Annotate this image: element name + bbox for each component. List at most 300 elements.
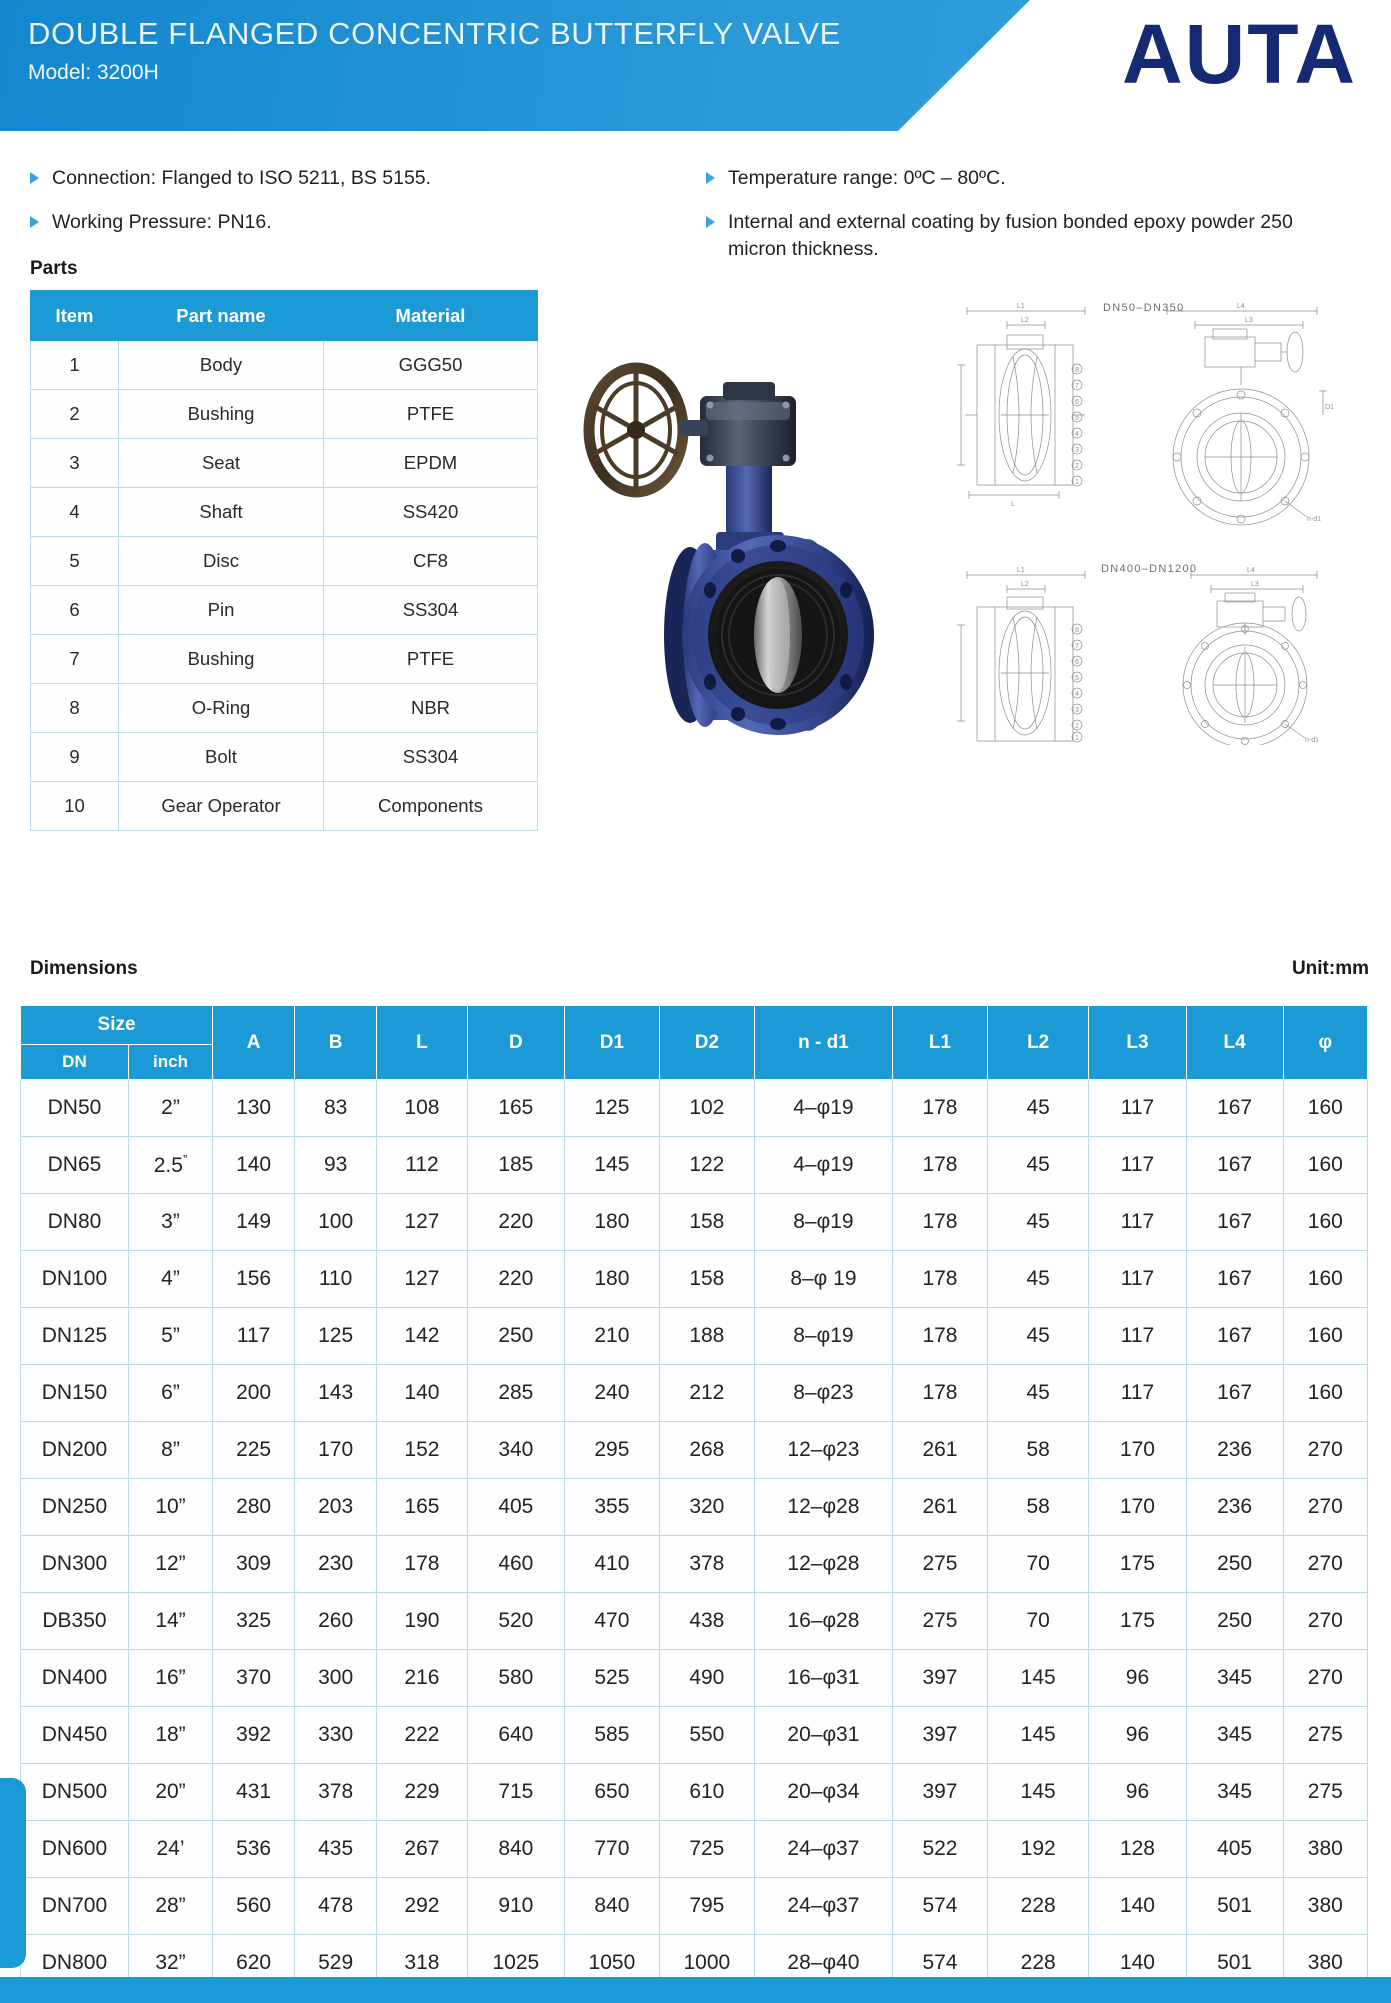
dim-cell-l3: 170: [1089, 1422, 1186, 1479]
dim-cell-l3: 117: [1089, 1194, 1186, 1251]
dim-cell-phi: 270: [1283, 1650, 1367, 1707]
dim-cell-d2: 610: [659, 1764, 754, 1821]
table-row: [21, 1878, 1368, 1935]
parts-table: [30, 290, 538, 831]
dim-cell-phi: 275: [1283, 1707, 1367, 1764]
dim-col-inch: inch: [128, 1045, 212, 1080]
dim-col-phi: φ: [1283, 1006, 1367, 1080]
table-row: [31, 341, 538, 390]
dim-col-b: B: [295, 1006, 377, 1080]
dim-cell-l: 292: [377, 1878, 468, 1935]
dim-cell-l3: 117: [1089, 1251, 1186, 1308]
parts-col-item: Item: [31, 291, 119, 341]
parts-header-row: [31, 291, 538, 341]
dim-cell-l1: 397: [892, 1707, 987, 1764]
spec-item: [706, 209, 1360, 264]
table-row: [21, 1365, 1368, 1422]
dim-cell-inch: 5”: [128, 1308, 212, 1365]
dim-cell-a: 309: [213, 1536, 295, 1593]
dim-cell-d: 405: [467, 1479, 564, 1536]
butterfly-valve-photo-svg: [560, 300, 945, 740]
dim-cell-inch: 6”: [128, 1365, 212, 1422]
svg-text:8: 8: [1075, 627, 1079, 634]
drawings-svg: [955, 285, 1365, 745]
dim-cell-l2: 45: [987, 1137, 1088, 1194]
dim-cell-l2: 45: [987, 1308, 1088, 1365]
dim-cell-l3: 117: [1089, 1308, 1186, 1365]
table-row: [21, 1137, 1368, 1194]
table-row: [21, 1308, 1368, 1365]
dim-cell-l4: 501: [1186, 1878, 1283, 1935]
dim-cell-d: 220: [467, 1194, 564, 1251]
parts-cell-name: Body: [119, 341, 324, 390]
table-row: [21, 1593, 1368, 1650]
dim-cell-dn: DN450: [21, 1707, 129, 1764]
dim-cell-nd1: 8–φ19: [754, 1308, 892, 1365]
dim-cell-b: 529: [295, 1935, 377, 1992]
dim-cell-l1: 275: [892, 1536, 987, 1593]
dim-cell-dn: DB350: [21, 1593, 129, 1650]
dim-cell-l4: 167: [1186, 1365, 1283, 1422]
parts-cell-name: Bolt: [119, 733, 324, 782]
bottom-blue-bar: [0, 1977, 1391, 2003]
dim-cell-a: 200: [213, 1365, 295, 1422]
parts-cell-item: 4: [31, 488, 119, 537]
parts-col-part-name: Part name: [119, 291, 324, 341]
parts-table-body: [31, 341, 538, 831]
dim-cell-l1: 275: [892, 1593, 987, 1650]
dim-cell-d: 250: [467, 1308, 564, 1365]
dim-cell-l3: 175: [1089, 1536, 1186, 1593]
dim-cell-l: 229: [377, 1764, 468, 1821]
dim-cell-l4: 405: [1186, 1821, 1283, 1878]
svg-text:5: 5: [1075, 675, 1079, 682]
dim-cell-a: 280: [213, 1479, 295, 1536]
dim-cell-inch: 14”: [128, 1593, 212, 1650]
parts-cell-material: Components: [324, 782, 538, 831]
dim-cell-a: 225: [213, 1422, 295, 1479]
dim-cell-l: 165: [377, 1479, 468, 1536]
dim-cell-l4: 345: [1186, 1707, 1283, 1764]
dim-cell-d: 520: [467, 1593, 564, 1650]
dim-cell-b: 203: [295, 1479, 377, 1536]
dim-cell-l3: 117: [1089, 1080, 1186, 1137]
svg-text:3: 3: [1075, 707, 1079, 714]
dim-cell-l1: 397: [892, 1764, 987, 1821]
table-row: [31, 684, 538, 733]
dim-cell-l1: 574: [892, 1878, 987, 1935]
dim-cell-d1: 180: [564, 1194, 659, 1251]
dim-cell-d2: 122: [659, 1137, 754, 1194]
page-title: DOUBLE FLANGED CONCENTRIC BUTTERFLY VALVE: [28, 16, 841, 51]
specs-column-right: [684, 165, 1360, 280]
bullet-triangle-icon: [706, 172, 715, 184]
svg-text:1: 1: [1075, 479, 1079, 486]
dim-cell-b: 300: [295, 1650, 377, 1707]
dim-cell-d1: 650: [564, 1764, 659, 1821]
table-row: [21, 1707, 1368, 1764]
handwheel-icon: [589, 368, 683, 492]
dim-cell-l2: 192: [987, 1821, 1088, 1878]
dim-col-n-d1: n - d1: [754, 1006, 892, 1080]
dim-col-l3: L3: [1089, 1006, 1186, 1080]
dim-cell-b: 143: [295, 1365, 377, 1422]
dim-col-size-group: Size: [21, 1006, 213, 1045]
dim-cell-d1: 355: [564, 1479, 659, 1536]
svg-text:L3: L3: [1251, 581, 1259, 588]
dim-cell-l3: 117: [1089, 1365, 1186, 1422]
table-row: [21, 1650, 1368, 1707]
dim-cell-inch: 16”: [128, 1650, 212, 1707]
parts-cell-name: O-Ring: [119, 684, 324, 733]
dimensions-header-row-1: [21, 1006, 1368, 1045]
dim-cell-d2: 102: [659, 1080, 754, 1137]
dim-cell-a: 431: [213, 1764, 295, 1821]
parts-cell-material: SS304: [324, 586, 538, 635]
parts-cell-material: PTFE: [324, 390, 538, 439]
parts-table-wrapper: [30, 290, 537, 831]
dim-cell-nd1: 20–φ34: [754, 1764, 892, 1821]
table-row: [31, 782, 538, 831]
svg-text:L4: L4: [1247, 567, 1255, 574]
dim-cell-b: 378: [295, 1764, 377, 1821]
dim-cell-l1: 178: [892, 1365, 987, 1422]
dim-cell-l1: 178: [892, 1137, 987, 1194]
drawing-label-dn400-dn1200: DN400–DN1200: [1101, 563, 1198, 575]
dim-cell-l1: 178: [892, 1080, 987, 1137]
dim-cell-d1: 210: [564, 1308, 659, 1365]
bullet-triangle-icon: [30, 216, 39, 228]
table-row: [31, 733, 538, 782]
parts-cell-item: 9: [31, 733, 119, 782]
dim-cell-a: 130: [213, 1080, 295, 1137]
dim-cell-b: 93: [295, 1137, 377, 1194]
dim-cell-l3: 96: [1089, 1764, 1186, 1821]
dim-cell-l: 190: [377, 1593, 468, 1650]
brand-logo: AUTA: [1121, 7, 1357, 101]
dim-cell-l3: 175: [1089, 1593, 1186, 1650]
dim-cell-l4: 167: [1186, 1194, 1283, 1251]
dim-cell-dn: DN125: [21, 1308, 129, 1365]
svg-text:L1: L1: [1017, 567, 1025, 574]
dim-cell-dn: DN400: [21, 1650, 129, 1707]
svg-text:L2: L2: [1021, 581, 1029, 588]
dim-cell-b: 170: [295, 1422, 377, 1479]
dim-cell-a: 149: [213, 1194, 295, 1251]
table-row: [31, 439, 538, 488]
dim-cell-l1: 178: [892, 1251, 987, 1308]
parts-cell-item: 6: [31, 586, 119, 635]
dim-col-l2: L2: [987, 1006, 1088, 1080]
dim-cell-d1: 840: [564, 1878, 659, 1935]
table-row: [21, 1251, 1368, 1308]
parts-cell-material: SS304: [324, 733, 538, 782]
dim-cell-d: 460: [467, 1536, 564, 1593]
table-row: [21, 1194, 1368, 1251]
dim-cell-phi: 160: [1283, 1308, 1367, 1365]
dim-cell-a: 536: [213, 1821, 295, 1878]
product-photo: [560, 300, 945, 740]
dim-cell-phi: 380: [1283, 1821, 1367, 1878]
parts-heading: Parts: [30, 258, 78, 279]
dim-cell-d: 580: [467, 1650, 564, 1707]
table-row: [21, 1080, 1368, 1137]
table-row: [21, 1821, 1368, 1878]
dim-cell-l2: 145: [987, 1707, 1088, 1764]
dim-cell-d1: 295: [564, 1422, 659, 1479]
dim-cell-a: 117: [213, 1308, 295, 1365]
spec-item: [30, 165, 684, 193]
dim-cell-phi: 160: [1283, 1251, 1367, 1308]
dim-cell-phi: 275: [1283, 1764, 1367, 1821]
dim-cell-l4: 250: [1186, 1536, 1283, 1593]
table-row: [31, 635, 538, 684]
parts-cell-item: 5: [31, 537, 119, 586]
svg-text:5: 5: [1075, 415, 1079, 422]
dim-cell-nd1: 4–φ19: [754, 1137, 892, 1194]
parts-cell-item: 3: [31, 439, 119, 488]
dimensions-heading: Dimensions: [30, 958, 138, 979]
dim-col-l: L: [377, 1006, 468, 1080]
dim-cell-b: 230: [295, 1536, 377, 1593]
dim-cell-l3: 140: [1089, 1878, 1186, 1935]
parts-cell-item: 2: [31, 390, 119, 439]
drawing-bottom-right-face: [1183, 567, 1319, 745]
dim-cell-l2: 145: [987, 1764, 1088, 1821]
dim-cell-b: 125: [295, 1308, 377, 1365]
dim-cell-d: 340: [467, 1422, 564, 1479]
dim-cell-l: 108: [377, 1080, 468, 1137]
parts-cell-material: EPDM: [324, 439, 538, 488]
dim-cell-dn: DN300: [21, 1536, 129, 1593]
svg-text:8: 8: [1075, 367, 1079, 374]
dim-cell-d: 910: [467, 1878, 564, 1935]
svg-text:3: 3: [1075, 447, 1079, 454]
parts-cell-name: Bushing: [119, 635, 324, 684]
dim-cell-d2: 212: [659, 1365, 754, 1422]
parts-cell-item: 1: [31, 341, 119, 390]
dim-cell-d: 840: [467, 1821, 564, 1878]
specifications-list: [30, 165, 1360, 280]
dim-cell-inch: 4”: [128, 1251, 212, 1308]
technical-drawings: [955, 285, 1365, 745]
dim-cell-a: 370: [213, 1650, 295, 1707]
table-row: [21, 1536, 1368, 1593]
dim-cell-d2: 188: [659, 1308, 754, 1365]
dim-cell-l1: 574: [892, 1935, 987, 1992]
dim-cell-b: 330: [295, 1707, 377, 1764]
dim-col-a: A: [213, 1006, 295, 1080]
dim-cell-l: 140: [377, 1365, 468, 1422]
svg-text:L2: L2: [1021, 317, 1029, 324]
table-row: [31, 537, 538, 586]
dim-cell-nd1: 8–φ19: [754, 1194, 892, 1251]
page-header: [0, 0, 1391, 131]
model-label: Model: 3200H: [28, 60, 159, 84]
dim-cell-a: 560: [213, 1878, 295, 1935]
dim-cell-d: 1025: [467, 1935, 564, 1992]
dim-cell-d2: 158: [659, 1251, 754, 1308]
dim-cell-l4: 167: [1186, 1137, 1283, 1194]
dim-cell-a: 620: [213, 1935, 295, 1992]
dim-cell-l1: 397: [892, 1650, 987, 1707]
valve-stem: [726, 466, 772, 538]
dim-cell-d2: 725: [659, 1821, 754, 1878]
dim-cell-inch: 20”: [128, 1764, 212, 1821]
dim-cell-b: 435: [295, 1821, 377, 1878]
dim-cell-d2: 268: [659, 1422, 754, 1479]
svg-text:n-d1: n-d1: [1305, 737, 1320, 744]
dim-col-d1: D1: [564, 1006, 659, 1080]
dim-cell-dn: DN250: [21, 1479, 129, 1536]
dim-cell-d: 640: [467, 1707, 564, 1764]
dim-cell-d2: 378: [659, 1536, 754, 1593]
parts-cell-material: GGG50: [324, 341, 538, 390]
dim-cell-l1: 261: [892, 1479, 987, 1536]
dim-cell-nd1: 16–φ31: [754, 1650, 892, 1707]
svg-text:4: 4: [1075, 691, 1079, 698]
dim-cell-d: 220: [467, 1251, 564, 1308]
parts-cell-item: 10: [31, 782, 119, 831]
svg-text:4: 4: [1075, 431, 1079, 438]
dim-cell-l4: 345: [1186, 1650, 1283, 1707]
dim-cell-b: 100: [295, 1194, 377, 1251]
svg-text:1: 1: [1075, 735, 1079, 742]
dim-cell-l2: 70: [987, 1593, 1088, 1650]
table-row: [21, 1764, 1368, 1821]
spec-text: Working Pressure: PN16.: [52, 210, 272, 233]
dim-cell-d2: 438: [659, 1593, 754, 1650]
dim-cell-l2: 145: [987, 1650, 1088, 1707]
dim-cell-d1: 770: [564, 1821, 659, 1878]
dim-cell-d2: 490: [659, 1650, 754, 1707]
svg-text:L4: L4: [1237, 303, 1245, 310]
dim-cell-l4: 345: [1186, 1764, 1283, 1821]
dim-cell-d2: 320: [659, 1479, 754, 1536]
drawing-label-dn50-dn350: DN50–DN350: [1103, 302, 1185, 314]
dim-cell-b: 260: [295, 1593, 377, 1650]
parts-cell-material: NBR: [324, 684, 538, 733]
left-blue-tab: [0, 1778, 26, 1968]
parts-cell-material: PTFE: [324, 635, 538, 684]
table-row: [21, 1479, 1368, 1536]
dim-cell-dn: DN100: [21, 1251, 129, 1308]
dim-cell-l: 267: [377, 1821, 468, 1878]
dim-cell-d: 185: [467, 1137, 564, 1194]
spec-item: [706, 165, 1360, 193]
svg-text:7: 7: [1075, 383, 1079, 390]
dim-cell-l3: 170: [1089, 1479, 1186, 1536]
dim-cell-l: 318: [377, 1935, 468, 1992]
parts-cell-name: Shaft: [119, 488, 324, 537]
dim-cell-l2: 228: [987, 1878, 1088, 1935]
dim-col-dn: DN: [21, 1045, 129, 1080]
dim-cell-l1: 178: [892, 1308, 987, 1365]
table-row: [31, 488, 538, 537]
dim-cell-l1: 522: [892, 1821, 987, 1878]
dim-cell-nd1: 12–φ28: [754, 1536, 892, 1593]
dim-cell-d1: 410: [564, 1536, 659, 1593]
dim-cell-d1: 470: [564, 1593, 659, 1650]
parts-cell-name: Bushing: [119, 390, 324, 439]
spec-item: [30, 209, 684, 237]
dim-col-l4: L4: [1186, 1006, 1283, 1080]
parts-col-material: Material: [324, 291, 538, 341]
dim-cell-d: 285: [467, 1365, 564, 1422]
dim-cell-l3: 96: [1089, 1707, 1186, 1764]
svg-text:2: 2: [1075, 723, 1079, 730]
dim-cell-inch: 2.5”: [128, 1137, 212, 1194]
dim-cell-nd1: 12–φ28: [754, 1479, 892, 1536]
dim-cell-l4: 167: [1186, 1080, 1283, 1137]
dim-cell-phi: 270: [1283, 1422, 1367, 1479]
dim-cell-l: 127: [377, 1194, 468, 1251]
spec-text: Internal and external coating by fusion bonded epoxy powder 250 micron thickness.: [728, 210, 1293, 261]
svg-text:L3: L3: [1245, 317, 1253, 324]
dim-cell-l4: 501: [1186, 1935, 1283, 1992]
dim-cell-d1: 585: [564, 1707, 659, 1764]
dimensions-table-body: [21, 1080, 1368, 1992]
dim-cell-d1: 240: [564, 1365, 659, 1422]
dim-cell-b: 83: [295, 1080, 377, 1137]
dim-cell-l: 216: [377, 1650, 468, 1707]
dim-cell-l1: 261: [892, 1422, 987, 1479]
parts-cell-item: 8: [31, 684, 119, 733]
dim-cell-a: 325: [213, 1593, 295, 1650]
dim-cell-nd1: 28–φ40: [754, 1935, 892, 1992]
dim-cell-phi: 270: [1283, 1536, 1367, 1593]
dim-cell-phi: 270: [1283, 1593, 1367, 1650]
dim-cell-phi: 270: [1283, 1479, 1367, 1536]
svg-text:7: 7: [1075, 643, 1079, 650]
dim-cell-l3: 140: [1089, 1935, 1186, 1992]
parts-cell-name: Disc: [119, 537, 324, 586]
dim-cell-a: 140: [213, 1137, 295, 1194]
dim-cell-d1: 145: [564, 1137, 659, 1194]
dim-cell-d: 165: [467, 1080, 564, 1137]
svg-text:L: L: [1011, 501, 1015, 508]
dim-col-l1: L1: [892, 1006, 987, 1080]
parts-cell-material: SS420: [324, 488, 538, 537]
dim-cell-nd1: 20–φ31: [754, 1707, 892, 1764]
dim-cell-l4: 167: [1186, 1251, 1283, 1308]
dim-cell-nd1: 24–φ37: [754, 1878, 892, 1935]
bullet-triangle-icon: [706, 216, 715, 228]
dim-cell-b: 478: [295, 1878, 377, 1935]
dim-cell-d2: 550: [659, 1707, 754, 1764]
dim-cell-inch: 18”: [128, 1707, 212, 1764]
dim-cell-l: 112: [377, 1137, 468, 1194]
specs-column-left: [30, 165, 684, 280]
dim-cell-inch: 3”: [128, 1194, 212, 1251]
unit-label: Unit:mm: [1291, 958, 1369, 979]
dim-cell-a: 156: [213, 1251, 295, 1308]
dim-cell-inch: 32”: [128, 1935, 212, 1992]
svg-text:6: 6: [1075, 659, 1079, 666]
dim-cell-l2: 70: [987, 1536, 1088, 1593]
dim-cell-d: 715: [467, 1764, 564, 1821]
dim-cell-nd1: 8–φ 19: [754, 1251, 892, 1308]
dim-cell-l4: 167: [1186, 1308, 1283, 1365]
dim-cell-phi: 160: [1283, 1194, 1367, 1251]
dim-cell-nd1: 16–φ28: [754, 1593, 892, 1650]
dim-cell-b: 110: [295, 1251, 377, 1308]
dim-cell-d1: 125: [564, 1080, 659, 1137]
svg-text:6: 6: [1075, 399, 1079, 406]
dim-cell-inch: 12”: [128, 1536, 212, 1593]
inch-superscript-mark: ”: [182, 1152, 188, 1167]
dim-col-d2: D2: [659, 1006, 754, 1080]
